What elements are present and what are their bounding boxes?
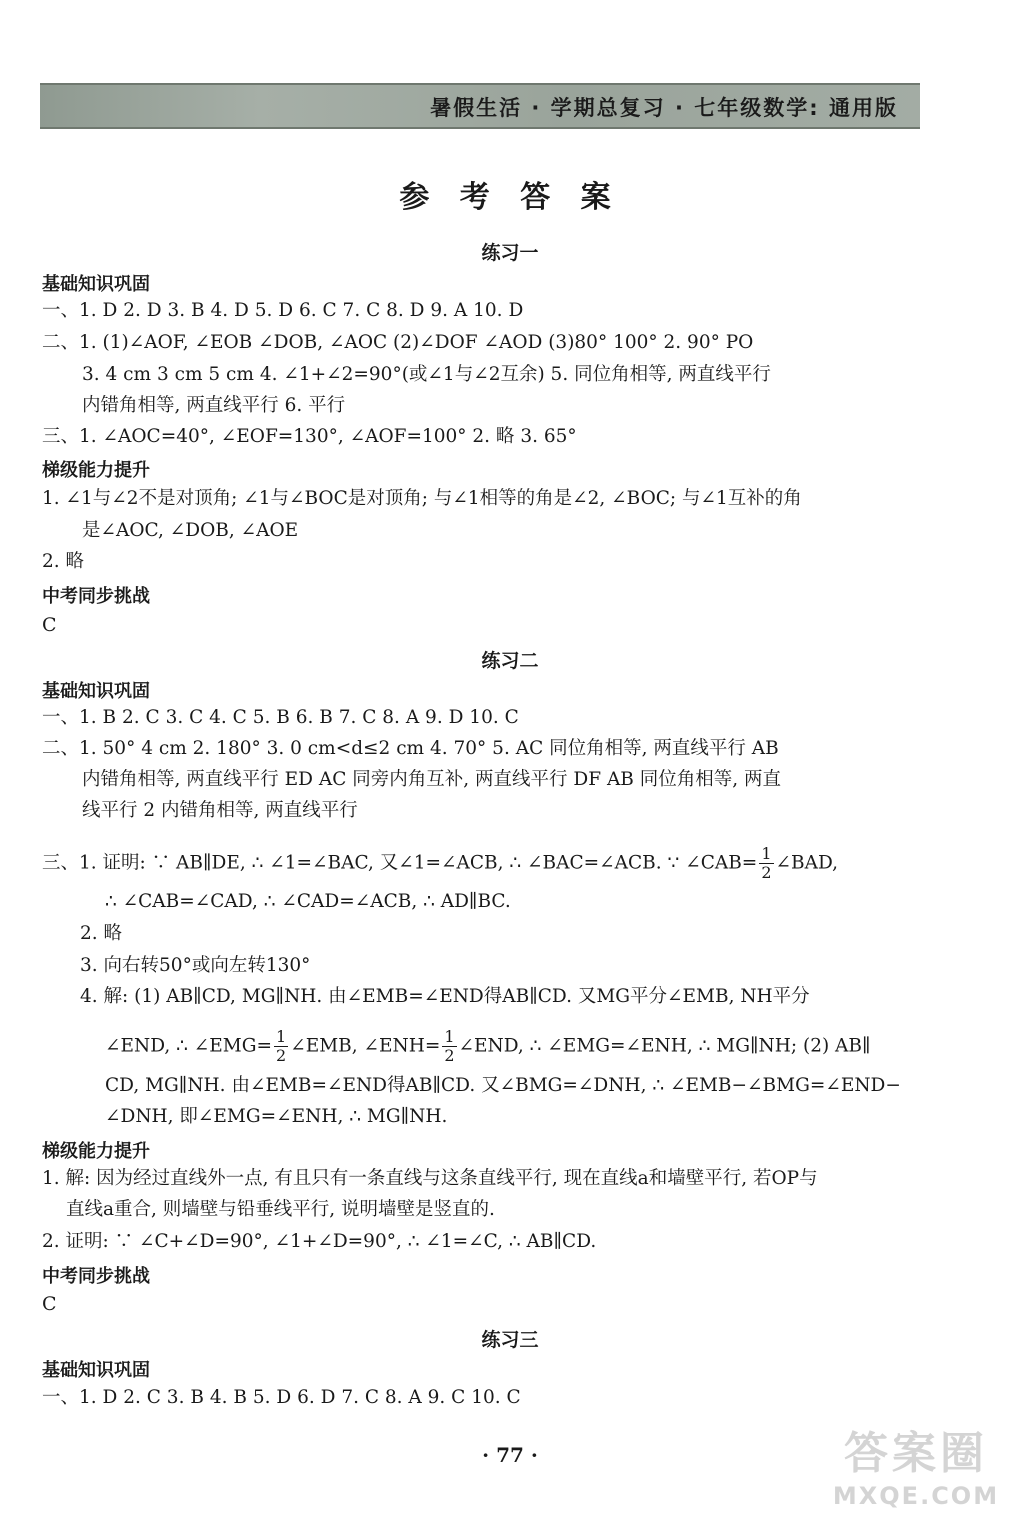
ex2-exam-heading: 中考同步挑战 (42, 1266, 150, 1287)
ex2-line-6: ∴ ∠CAB=∠CAD, ∴ ∠CAD=∠ACB, ∴ AD∥BC. (105, 891, 511, 912)
fraction-half (759, 845, 773, 882)
header-banner (40, 83, 920, 129)
fraction-numerator: 1 (276, 1027, 287, 1046)
ex2-line-11: CD, MG∥NH. 由∠EMB=∠END得AB∥CD. 又∠BMG=∠DNH, ∴ ∠EMB−∠BMG=∠END− (105, 1075, 901, 1096)
ex2-line-10a: ∠END, ∴ ∠EMG= (105, 1035, 273, 1057)
page-number: · 77 · (482, 1443, 538, 1467)
ex1-exam-heading: 中考同步挑战 (42, 586, 150, 607)
ex2-line-1: 一、1. B 2. C 3. C 4. C 5. B 6. B 7. C 8. A 9. D 10. C (42, 707, 519, 728)
fraction-half (442, 1028, 456, 1065)
exercise-3-heading: 练习三 (481, 1329, 539, 1351)
ex2-line-4: 线平行 2 内错角相等, 两直线平行 (82, 800, 358, 821)
fraction-denominator: 2 (761, 863, 772, 882)
fraction-denominator: 2 (444, 1046, 455, 1065)
ex2-line-5b: ∠BAD, (775, 852, 839, 874)
watermark-line-1: 答案圈 (844, 1428, 988, 1479)
fraction-denominator: 2 (276, 1046, 287, 1065)
ex2-line-3: 内错角相等, 两直线平行 ED AC 同旁内角互补, 两直线平行 DF AB 同位角相等, 两直 (82, 769, 782, 790)
ex1-line-3: 3. 4 cm 3 cm 5 cm 4. ∠1+∠2=90°(或∠1与∠2互余) 5. 同位角相等, 两直线平行 (82, 364, 771, 385)
fraction-numerator: 1 (761, 844, 772, 863)
ex1-basic-heading: 基础知识巩固 (42, 274, 150, 295)
ex2-line-9: 4. 解: (1) AB∥CD, MG∥NH. 由∠EMB=∠END得AB∥CD. 又MG平分∠EMB, NH平分 (80, 986, 810, 1007)
ex1-line-8: 2. 略 (42, 551, 85, 572)
ex2-line-10 (105, 1028, 871, 1065)
watermark-logo (826, 1426, 1006, 1526)
ex1-line-2: 二、1. (1)∠AOF, ∠EOB ∠DOB, ∠AOC (2)∠DOF ∠AOD (3)80° 100° 2. 90° PO (42, 332, 754, 353)
ex3-basic-heading: 基础知识巩固 (42, 1360, 150, 1381)
ex2-line-12: ∠DNH, 即∠EMG=∠ENH, ∴ MG∥NH. (105, 1106, 448, 1127)
ex2-line-8: 3. 向右转50°或向左转130° (80, 955, 311, 976)
fraction-half (274, 1028, 288, 1065)
ex1-exam-answer: C (42, 614, 57, 636)
ex1-ladder-heading: 梯级能力提升 (42, 460, 150, 481)
ex2-line-14: 直线a重合, 则墙壁与铅垂线平行, 说明墙壁是竖直的. (66, 1199, 495, 1220)
ex1-line-7: 是∠AOC, ∠DOB, ∠AOE (82, 520, 299, 541)
fraction-numerator: 1 (444, 1027, 455, 1046)
ex1-line-5: 三、1. ∠AOC=40°, ∠EOF=130°, ∠AOF=100° 2. 略 3. 65° (42, 426, 577, 447)
page-title: 参 考 答 案 (399, 180, 621, 215)
ex2-line-15: 2. 证明: ∵ ∠C+∠D=90°, ∠1+∠D=90°, ∴ ∠1=∠C, ∴ AB∥CD. (42, 1231, 597, 1252)
exercise-2-heading: 练习二 (481, 650, 539, 672)
ex2-line-13: 1. 解: 因为经过直线外一点, 有且只有一条直线与这条直线平行, 现在直线a和墙壁平行, 若OP与 (42, 1168, 818, 1189)
ex2-basic-heading: 基础知识巩固 (42, 681, 150, 702)
ex1-line-6: 1. ∠1与∠2不是对顶角; ∠1与∠BOC是对顶角; 与∠1相等的角是∠2, ∠BOC; 与∠1互补的角 (42, 488, 802, 509)
ex2-line-5 (42, 845, 838, 882)
ex2-ladder-heading: 梯级能力提升 (42, 1141, 150, 1162)
ex2-line-2: 二、1. 50° 4 cm 2. 180° 3. 0 cm<d≤2 cm 4. 70° 5. AC 同位角相等, 两直线平行 AB (42, 738, 779, 759)
ex1-line-4: 内错角相等, 两直线平行 6. 平行 (82, 395, 346, 416)
banner-title: 暑假生活 · 学期总复习 · 七年级数学: 通用版 (430, 96, 898, 120)
exercise-1-heading: 练习一 (481, 242, 539, 264)
ex2-line-5a: 三、1. 证明: ∵ AB∥DE, ∴ ∠1=∠BAC, 又∠1=∠ACB, ∴ ∠BAC=∠ACB. ∵ ∠CAB= (42, 852, 758, 874)
ex1-line-1: 一、1. D 2. D 3. B 4. D 5. D 6. C 7. C 8. D 9. A 10. D (42, 300, 524, 321)
ex2-line-7: 2. 略 (80, 923, 123, 944)
ex3-line-1: 一、1. D 2. C 3. B 4. B 5. D 6. D 7. C 8. A 9. C 10. C (42, 1387, 521, 1408)
watermark-line-2: MXQE.COM (832, 1482, 1000, 1510)
ex2-line-10c: ∠END, ∴ ∠EMG=∠ENH, ∴ MG∥NH; (2) AB∥ (458, 1035, 871, 1057)
ex2-exam-answer: C (42, 1293, 57, 1315)
ex2-line-10b: ∠EMB, ∠ENH= (290, 1035, 441, 1057)
